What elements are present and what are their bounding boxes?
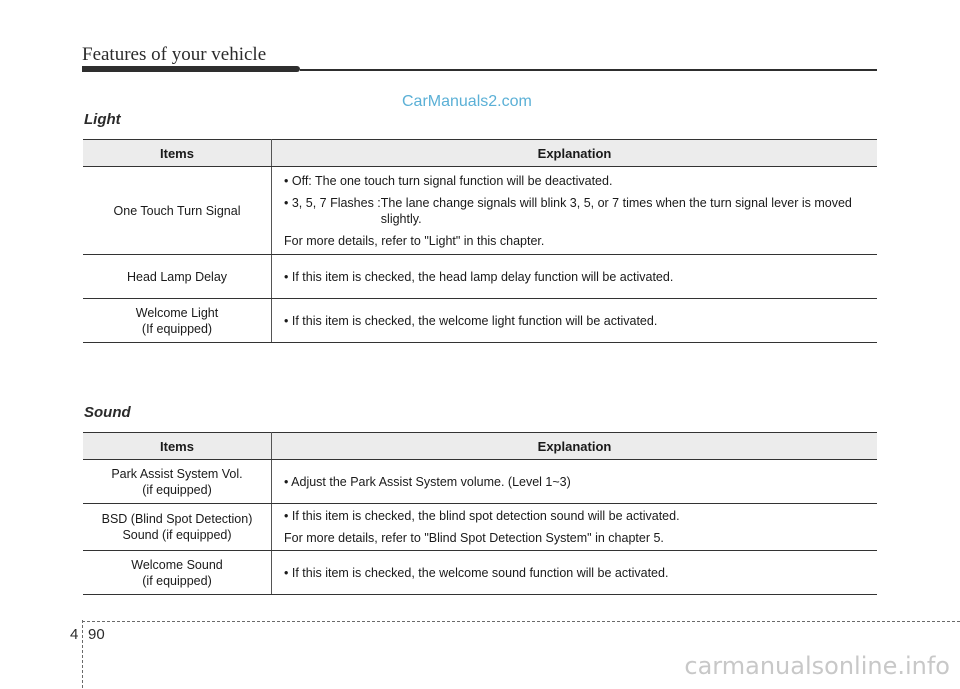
explanation-line: • If this item is checked, the welcome sound function will be activated. bbox=[284, 565, 669, 580]
explanation-line: • Adjust the Park Assist System volume. (Level 1~3) bbox=[284, 474, 571, 489]
table-row bbox=[83, 299, 877, 343]
page-divider bbox=[82, 620, 84, 688]
explanation-line: • Off: The one touch turn signal function will be deactivated. bbox=[284, 173, 613, 188]
section-title-sound: Sound bbox=[84, 404, 131, 421]
explanation-label: • 3, 5, 7 Flashes : bbox=[284, 195, 381, 210]
item-qualifier: (if equipped) bbox=[142, 482, 212, 497]
item-qualifier: (if equipped) bbox=[142, 573, 212, 588]
sound-table bbox=[83, 432, 877, 595]
explanation-cell bbox=[272, 460, 878, 504]
table-row bbox=[83, 167, 877, 255]
item-name: BSD (Blind Spot Detection) bbox=[101, 512, 253, 526]
section-title-light: Light bbox=[84, 111, 121, 128]
table-row bbox=[83, 255, 877, 299]
explanation-line: For more details, refer to "Blind Spot Detection System" in chapter 5. bbox=[284, 531, 664, 545]
table-row bbox=[83, 460, 877, 504]
chapter-number: 4 bbox=[70, 626, 79, 643]
page-header-title: Features of your vehicle bbox=[82, 44, 267, 65]
column-header-items: Items bbox=[83, 433, 272, 460]
table-header-row bbox=[83, 433, 877, 460]
explanation-cell bbox=[272, 299, 878, 343]
footer-dashed-rule bbox=[82, 621, 960, 622]
item-name: One Touch Turn Signal bbox=[113, 203, 241, 218]
item-cell bbox=[83, 551, 272, 595]
column-header-items: Items bbox=[83, 140, 272, 167]
explanation-line: • If this item is checked, the head lamp delay function will be activated. bbox=[284, 269, 674, 284]
item-cell bbox=[83, 460, 272, 504]
item-name: Welcome Sound bbox=[131, 557, 223, 572]
header-rule-thin bbox=[300, 69, 877, 71]
item-qualifier: (If equipped) bbox=[141, 321, 213, 336]
explanation-line bbox=[284, 195, 867, 227]
watermark-bottom: carmanualsonline.info bbox=[684, 652, 950, 680]
item-cell bbox=[83, 299, 272, 343]
item-qualifier: Sound (if equipped) bbox=[122, 528, 232, 542]
explanation-cell bbox=[272, 504, 878, 551]
page-number: 90 bbox=[88, 626, 105, 643]
table-row bbox=[83, 504, 877, 551]
item-cell bbox=[83, 504, 272, 551]
table-header-row bbox=[83, 140, 877, 167]
explanation-line: • If this item is checked, the welcome light function will be activated. bbox=[284, 313, 658, 328]
light-table bbox=[83, 139, 877, 343]
item-name: Welcome Light bbox=[135, 305, 219, 320]
explanation-line: • If this item is checked, the blind spot detection sound will be activated. bbox=[284, 509, 680, 523]
item-cell bbox=[83, 167, 272, 255]
item-name: Head Lamp Delay bbox=[126, 269, 228, 284]
explanation-cell bbox=[272, 255, 878, 299]
column-header-explanation: Explanation bbox=[272, 140, 878, 167]
table-row bbox=[83, 551, 877, 595]
explanation-line: For more details, refer to "Light" in this chapter. bbox=[284, 233, 545, 248]
watermark-top: CarManuals2.com bbox=[402, 93, 532, 110]
item-name: Park Assist System Vol. bbox=[111, 466, 243, 481]
column-header-explanation: Explanation bbox=[272, 433, 878, 460]
explanation-cell bbox=[272, 551, 878, 595]
explanation-text: The lane change signals will blink 3, 5, or 7 times when the turn signal lever is moved slightly. bbox=[380, 195, 852, 226]
explanation-cell bbox=[272, 167, 878, 255]
item-cell bbox=[83, 255, 272, 299]
header-rule-thick bbox=[82, 66, 300, 72]
